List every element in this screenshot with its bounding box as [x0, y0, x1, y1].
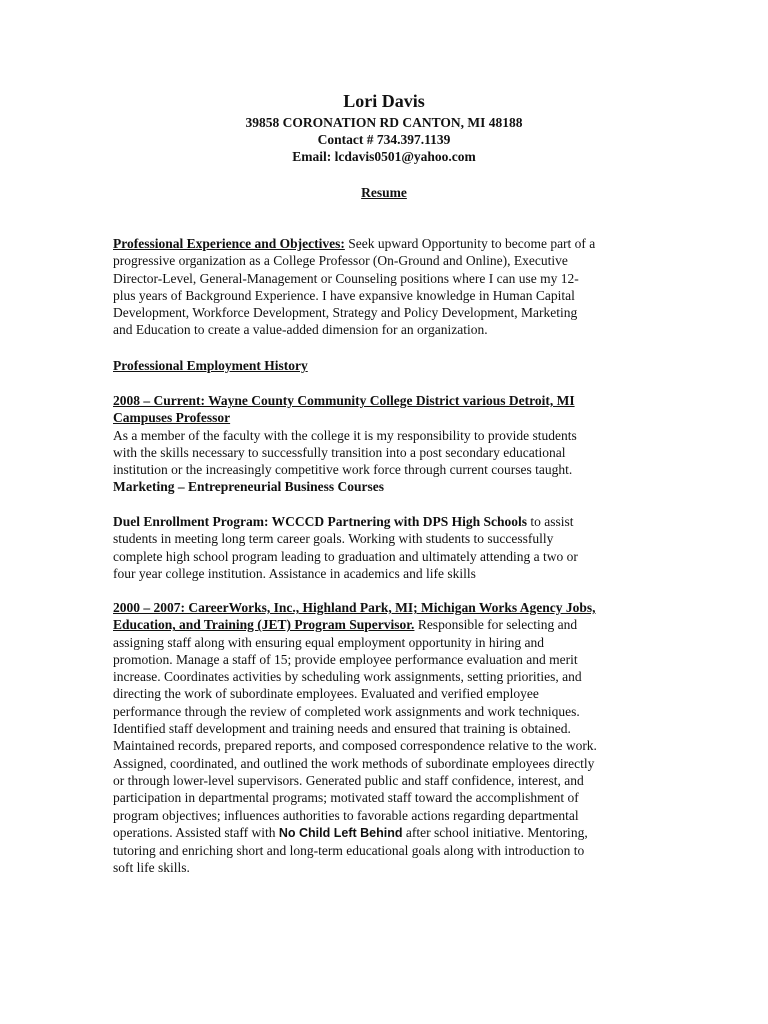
job2-line: or through lower-level supervisors. Generated public and staff confidence, interest, and	[113, 772, 584, 788]
job1-title-cont: Campuses Professor	[113, 410, 231, 426]
job2-line: promotion. Manage a staff of 15; provide employee performance evaluation and merit	[113, 651, 578, 667]
job1-line: with the skills necessary to successfully transition into a post secondary educational	[113, 444, 566, 460]
dual-enrollment-section	[113, 513, 673, 582]
job2-line: Identified staff development and training needs and ensured that training is obtained.	[113, 721, 571, 737]
job2-line: Assigned, coordinated, and outlined the work methods of subordinate employees directly	[113, 755, 595, 771]
objectives-line: Development, Workforce Development, Strategy and Policy Development, Marketing	[113, 305, 578, 321]
history-section	[113, 357, 673, 374]
resume-name: Lori Davis	[343, 91, 425, 111]
job2-line: increase. Coordinates activities by scheduling work assignments, setting priorities, and	[113, 669, 582, 685]
job1-courses: Marketing – Entrepreneurial Business Courses	[113, 479, 385, 495]
job2-line: performance through the review of completed work assignments and work techniques.	[113, 703, 580, 719]
address: 39858 CORONATION RD CANTON, MI 48188	[245, 115, 523, 130]
dual-text: to assist	[527, 514, 574, 529]
job1-title: 2008 – Current: Wayne County Community College District various Detroit, MI	[113, 393, 575, 408]
job1-line: As a member of the faculty with the college it is my responsibility to provide students	[113, 427, 577, 443]
dual-label: Duel Enrollment Program: WCCCD Partnering with DPS High Schools	[113, 514, 527, 529]
job2-ops-post: after school initiative. Mentoring,	[402, 824, 588, 840]
contact-email: Email: lcdavis0501@yahoo.com	[292, 149, 476, 164]
objectives-section	[113, 235, 673, 339]
job2-title: 2000 – 2007: CareerWorks, Inc., Highland Park, MI; Michigan Works Agency Jobs,	[113, 600, 596, 615]
job2-line: assigning staff along with ensuring equal employment opportunity in hiring and	[113, 634, 544, 650]
objectives-line: progressive organization as a College Professor (On-Ground and Online), Executive	[113, 253, 568, 269]
dual-line: four year college institution. Assistance in academics and life skills	[113, 565, 476, 581]
contact-phone: Contact # 734.397.1139	[317, 132, 451, 147]
job1-line: institution or the increasingly competitive work force through current courses taught.	[113, 462, 573, 478]
objectives-line: Director-Level, General-Management or Counseling positions where I can use my 12-	[113, 270, 579, 286]
objectives-line: and Education to create a value-added dimension for an organization.	[113, 322, 488, 338]
objectives-line: plus years of Background Experience. I have expansive knowledge in Human Capital	[113, 287, 575, 303]
job2-line: directing the work of subordinate employees. Evaluated and verified employee	[113, 686, 539, 702]
document-title: Resume	[361, 185, 407, 200]
job-careerworks	[113, 599, 673, 877]
history-heading: Professional Employment History	[113, 358, 308, 373]
job2-line: program objectives; influences authorities to favorable actions regarding departmental	[113, 807, 579, 823]
job-wccccd	[113, 392, 673, 496]
job2-line: tutoring and enriching short and long-term educational goals along with introduction to	[113, 843, 585, 859]
objectives-text: Seek upward Opportunity to become part of a	[344, 236, 596, 251]
objectives-heading: Professional Experience and Objectives:	[113, 236, 345, 251]
job2-line: participation in departmental programs; motivated staff toward the accomplishment of	[113, 790, 579, 806]
job2-title-cont: Education, and Training (JET) Program Supervisor.	[113, 617, 415, 633]
job2-operations-line	[113, 824, 673, 842]
dual-line: complete high school program leading to graduation and ultimately attending a two or	[113, 548, 578, 564]
objectives-first-line	[113, 235, 673, 252]
job2-line: soft life skills.	[113, 860, 190, 876]
job2-line: Maintained records, prepared reports, and composed correspondence relative to the work.	[113, 738, 597, 754]
job2-text: Responsible for selecting and	[414, 617, 578, 633]
job2-ops-pre: operations. Assisted staff with	[113, 824, 279, 840]
dual-line: students in meeting long term career goals. Working with students to successfully	[113, 531, 554, 547]
job2-ops-bold: No Child Left Behind	[278, 825, 403, 840]
